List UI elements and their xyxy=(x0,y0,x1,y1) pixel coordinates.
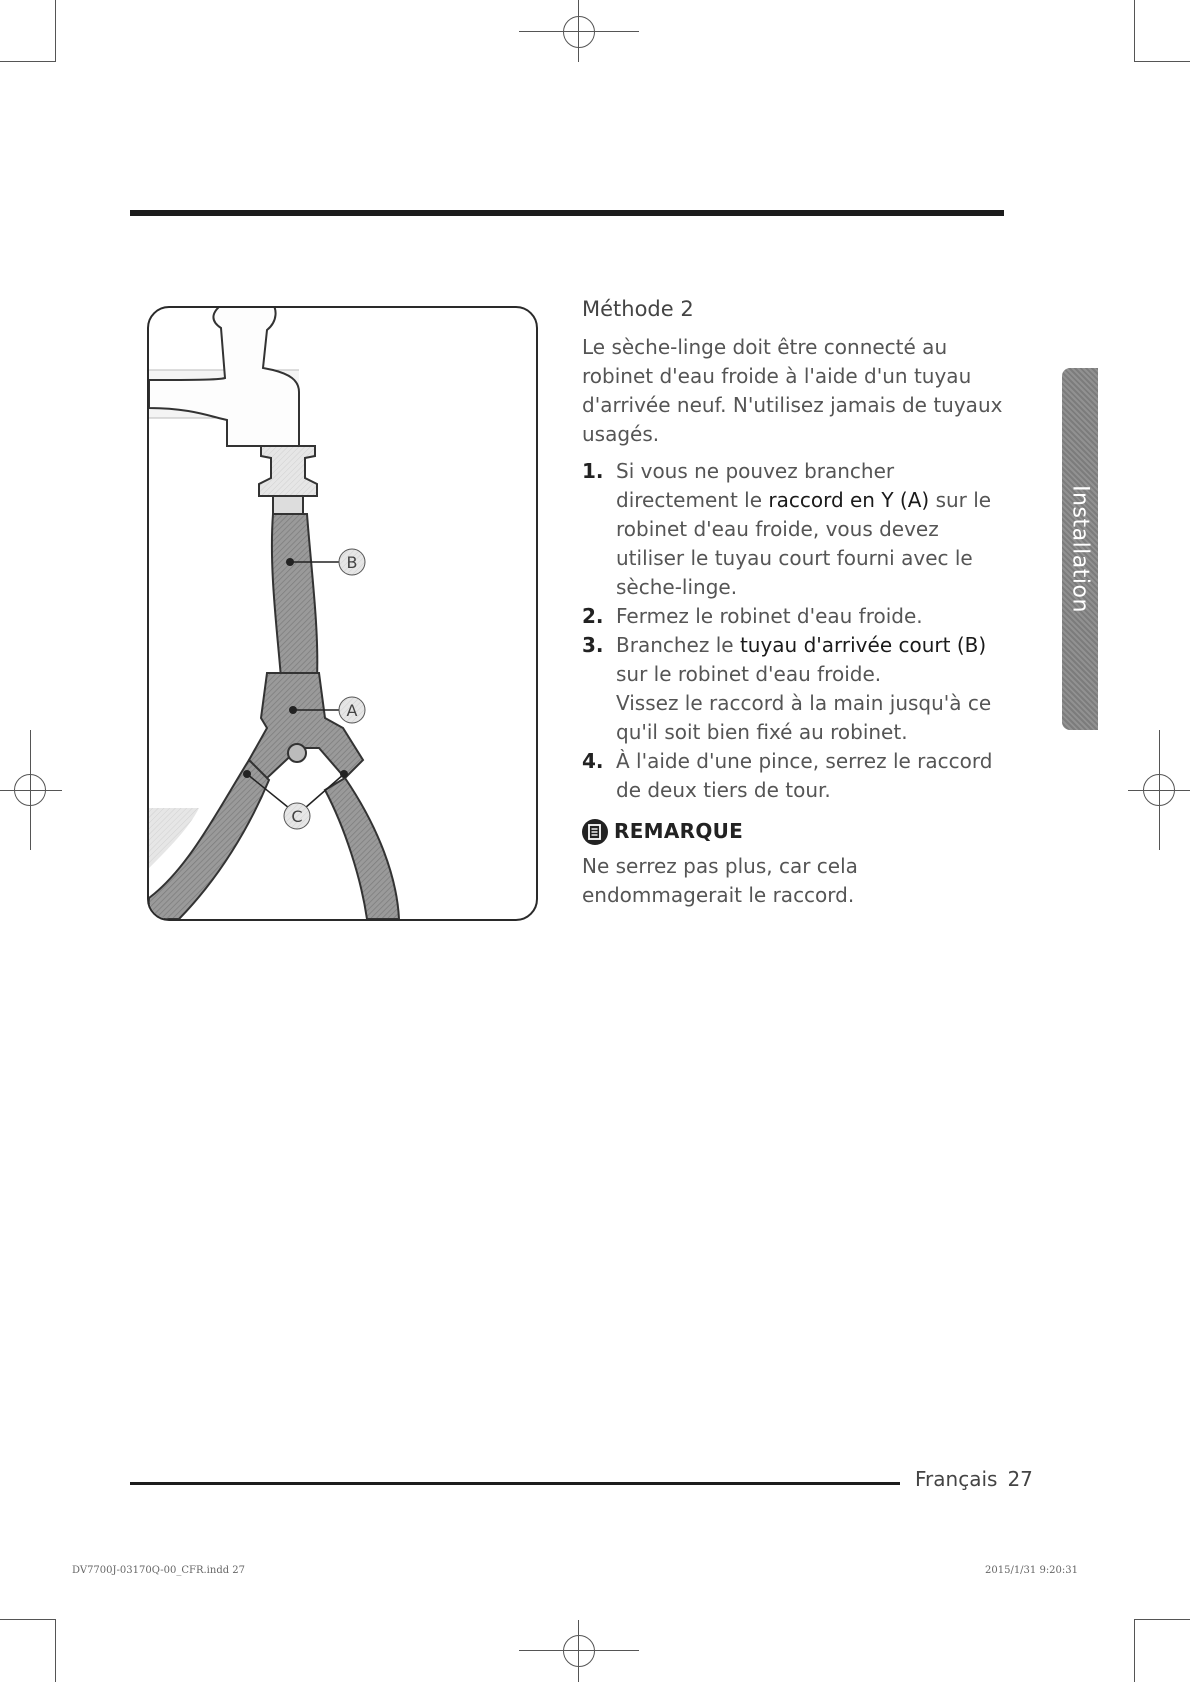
faucet-hose-diagram xyxy=(149,308,536,919)
crop-mark xyxy=(1134,1619,1190,1620)
page-number: 27 xyxy=(1007,1467,1033,1491)
crop-mark xyxy=(1134,61,1190,62)
step-3: 3. Branchez le tuyau d'arrivée court (B) sur le robinet d'eau froide. Vissez le raccord à la main jusqu'à ce qu'il soit bien fixé au robinet. xyxy=(582,631,1012,747)
step-2: 2. Fermez le robinet d'eau froide. xyxy=(582,604,923,628)
hose-connection-illustration xyxy=(147,306,538,921)
note-text: Ne serrez pas plus, car cela endommagerait le raccord. xyxy=(582,854,858,907)
crop-mark xyxy=(0,61,56,62)
crop-mark xyxy=(55,1619,56,1682)
steps-list xyxy=(582,457,1012,805)
label-c: C xyxy=(291,807,303,826)
intro-paragraph: Le sèche-linge doit être connecté au robinet d'eau froide à l'aide d'un tuyau d'arrivée neuf. N'utilisez jamais de tuyaux usagés. xyxy=(582,335,1003,446)
instructions-column xyxy=(582,295,1012,910)
page-footer xyxy=(915,1467,1033,1491)
crop-mark xyxy=(1134,0,1135,62)
header-rule xyxy=(130,210,1004,216)
note-heading xyxy=(582,817,1012,846)
print-file-info: DV7700J-03170Q-00_CFR.indd 27 xyxy=(72,1565,246,1576)
footer-language: Français xyxy=(915,1467,998,1491)
step-1: 1. Si vous ne pouvez brancher directement le raccord en Y (A) sur le robinet d'eau froide, vous devez utiliser le tuyau court fourni avec le sèche-linge. xyxy=(582,459,992,599)
note-title: REMARQUE xyxy=(614,819,744,843)
footer-rule xyxy=(130,1482,900,1485)
step-4: 4. À l'aide d'une pince, serrez le raccord de deux tiers de tour. xyxy=(582,749,993,802)
label-a: A xyxy=(346,701,358,720)
crop-mark xyxy=(0,1619,56,1620)
section-tab xyxy=(1062,368,1098,730)
section-tab-label: Installation xyxy=(1067,485,1093,613)
method-title: Méthode 2 xyxy=(582,297,694,321)
crop-mark xyxy=(55,0,56,62)
step-3-extra: Vissez le raccord à la main jusqu'à ce qu'il soit bien fixé au robinet. xyxy=(616,691,992,744)
note-icon xyxy=(582,819,608,845)
label-b: B xyxy=(346,553,358,572)
print-timestamp: 2015/1/31 9:20:31 xyxy=(985,1565,1079,1576)
crop-mark xyxy=(1134,1619,1135,1682)
